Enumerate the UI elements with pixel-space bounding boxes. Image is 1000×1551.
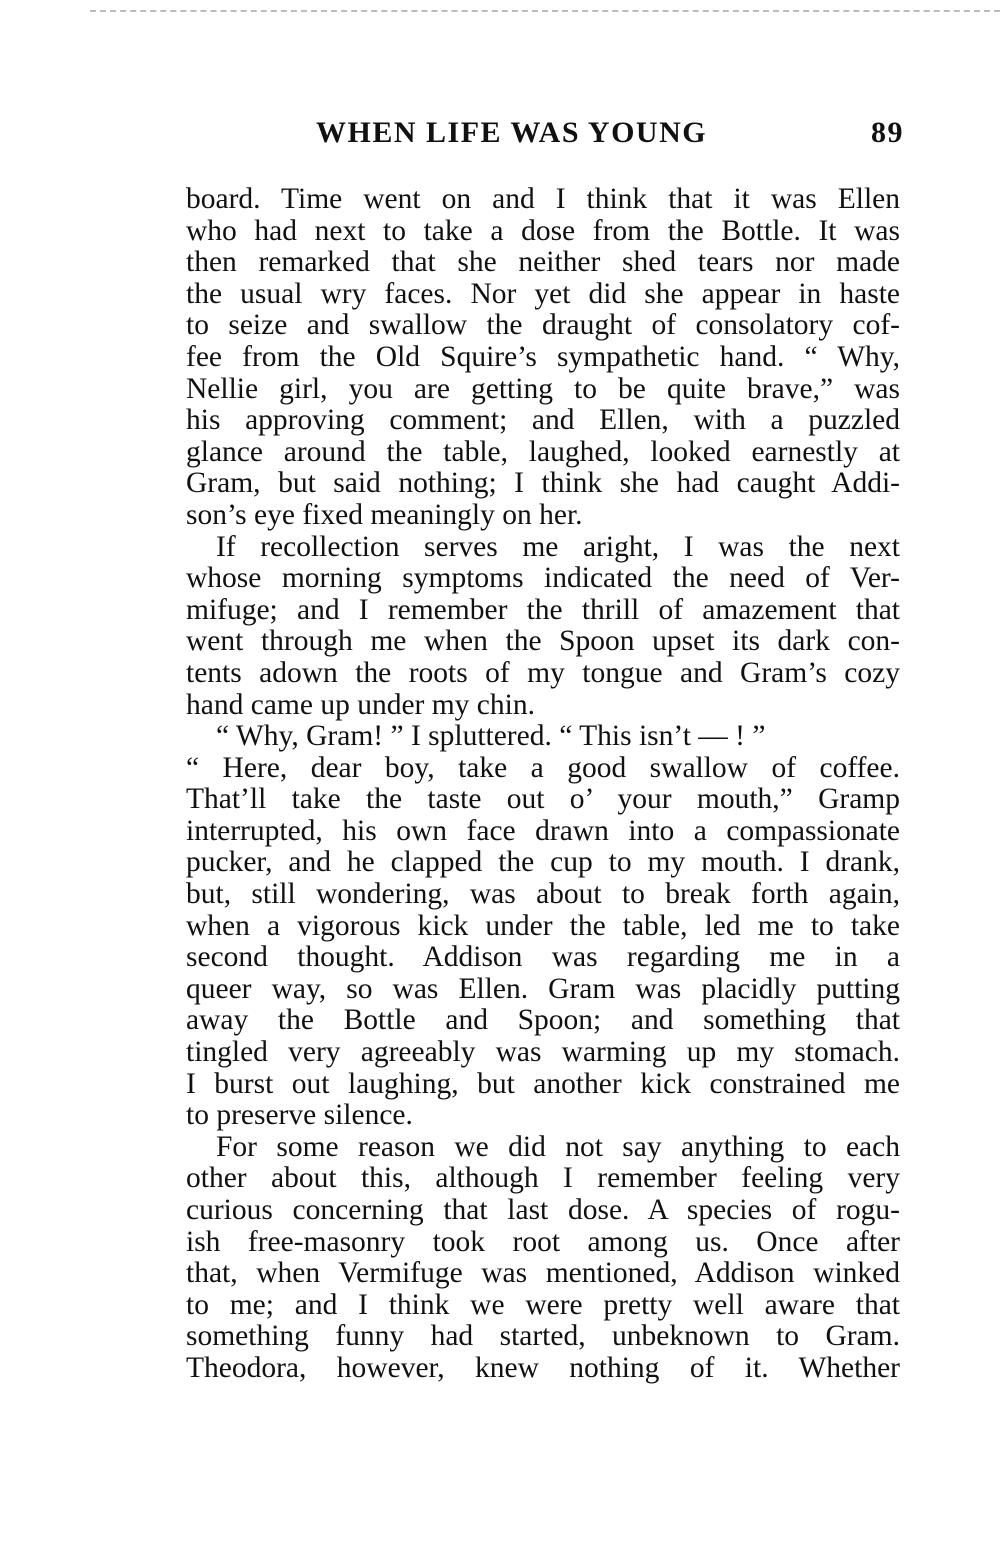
text-line: “ Why, Gram! ” I spluttered. “ This isn’t — ! ” (216, 720, 766, 753)
text-line: his approving comment; and Ellen, with a puzzled (186, 404, 900, 437)
text-line: If recollection serves me aright, I was the next (216, 530, 900, 563)
text-line: ish free-masonry took root among us. Once after (186, 1225, 900, 1258)
text-line: pucker, and he clapped the cup to my mouth. I drank, (186, 846, 900, 879)
text-line: interrupted, his own face drawn into a compassionate (186, 814, 900, 847)
text-line: to preserve silence. (186, 1099, 413, 1132)
page-number: 89 (871, 116, 904, 149)
text-line: son’s eye fixed meaningly on her. (186, 498, 583, 531)
scan-top-rule (90, 10, 1000, 12)
text-line: board. Time went on and I think that it was Ellen (186, 183, 900, 215)
text-line: to me; and I think we were pretty well aware that (186, 1288, 900, 1321)
text-line: mifuge; and I remember the thrill of amazement that (186, 593, 900, 626)
text-line: the usual wry faces. Nor yet did she appear in haste (186, 277, 900, 310)
text-line: tingled very agreeably was warming up my stomach. (186, 1036, 900, 1069)
text-line: second thought. Addison was regarding me in a (186, 941, 900, 974)
running-title: WHEN LIFE WAS YOUNG (316, 116, 708, 149)
text-line: to seize and swallow the draught of consolatory cof- (186, 309, 900, 342)
text-line: then remarked that she neither shed tears nor made (186, 246, 900, 279)
text-line: other about this, although I remember feeling very (186, 1162, 900, 1195)
text-line: who had next to take a dose from the Bottle. It was (186, 214, 900, 247)
text-line: went through me when the Spoon upset its dark con- (186, 625, 900, 658)
text-line: “ Here, dear boy, take a good swallow of coffee. (186, 751, 900, 784)
text-line: I burst out laughing, but another kick constrained me (186, 1067, 900, 1100)
text-line: queer way, so was Ellen. Gram was placidly putting (186, 972, 900, 1005)
page-header (316, 112, 904, 156)
text-line: whose morning symptoms indicated the need of Ver- (186, 562, 900, 595)
text-line: Nellie girl, you are getting to be quite brave,” was (186, 372, 900, 405)
body-text (186, 184, 900, 1385)
text-line: For some reason we did not say anything to each (216, 1130, 900, 1163)
text-line: That’ll take the taste out o’ your mouth,” Gramp (186, 783, 900, 816)
text-line: glance around the table, laughed, looked earnestly at (186, 435, 900, 468)
text-line: something funny had started, unbeknown to Gram. (186, 1320, 900, 1353)
text-line: Gram, but said nothing; I think she had caught Addi- (186, 467, 900, 500)
text-line: when a vigorous kick under the table, led me to take (186, 909, 900, 942)
text-line: fee from the Old Squire’s sympathetic hand. “ Why, (186, 340, 900, 373)
text-line: curious concerning that last dose. A species of rogu- (186, 1194, 900, 1226)
text-line: away the Bottle and Spoon; and something that (186, 1004, 900, 1037)
text-line: that, when Vermifuge was mentioned, Addison winked (186, 1257, 900, 1290)
text-line: tents adown the roots of my tongue and Gram’s cozy (186, 656, 900, 689)
text-line: but, still wondering, was about to break forth again, (186, 878, 900, 911)
text-line: Theodora, however, knew nothing of it. Whether (186, 1351, 900, 1384)
text-line: hand came up under my chin. (186, 688, 535, 721)
